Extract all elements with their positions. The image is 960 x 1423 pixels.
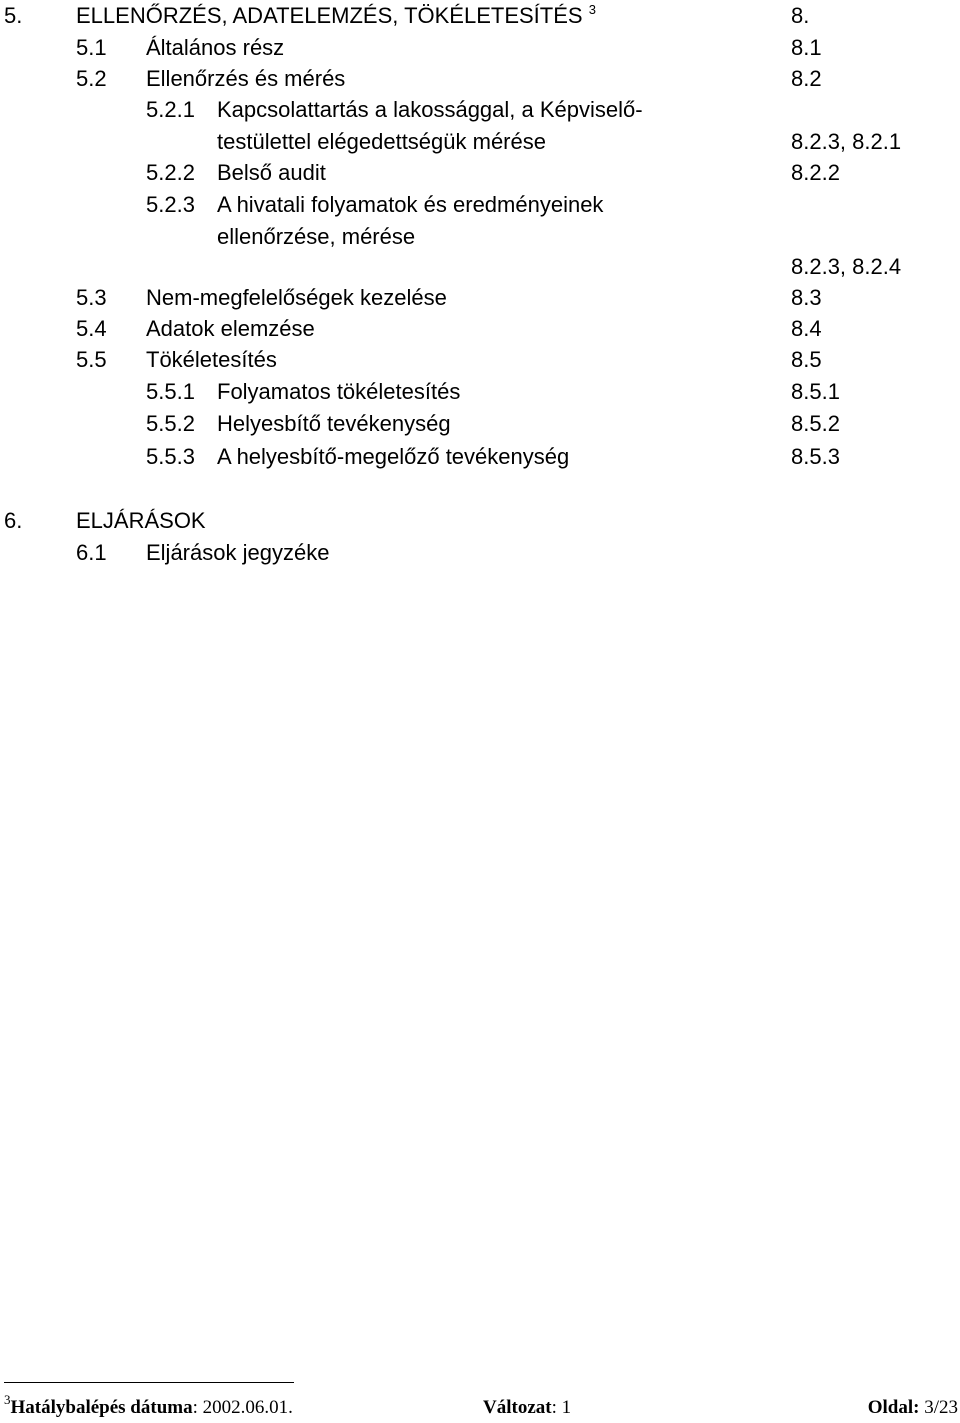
toc-num: 5.2.1 — [146, 97, 195, 122]
toc-title: ELJÁRÁSOK — [76, 508, 206, 533]
toc-num: 5.1 — [76, 35, 107, 60]
toc-num: 5.5.3 — [146, 444, 195, 469]
footer-page — [868, 1397, 958, 1419]
toc-ref: 8.2.2 — [791, 160, 840, 185]
toc-num: 5.2.2 — [146, 160, 195, 185]
toc-title: Adatok elemzése — [146, 316, 315, 341]
toc-title: Eljárások jegyzéke — [146, 540, 330, 565]
footer-version — [483, 1397, 571, 1419]
toc-title: Folyamatos tökéletesítés — [217, 379, 461, 404]
toc-ref: 8.4 — [791, 316, 822, 341]
toc-title-continued: testülettel elégedettségük mérése — [217, 129, 546, 154]
toc-ref: 8. — [791, 3, 810, 28]
toc-ref: 8.5.3 — [791, 444, 840, 469]
toc-title-continued: ellenőrzése, mérése — [217, 224, 416, 249]
toc-title: A hivatali folyamatok és eredményeinek — [217, 192, 604, 217]
toc-ref: 8.1 — [791, 35, 822, 60]
footer-effective-value: : 2002.06.01. — [192, 1397, 293, 1418]
toc-ref: 8.5 — [791, 347, 822, 372]
toc-title: Ellenőrzés és mérés — [146, 66, 346, 91]
toc-title-text: ELLENŐRZÉS, ADATELEMZÉS, TÖKÉLETESÍTÉS — [76, 3, 583, 28]
toc-ref: 8.2 — [791, 66, 822, 91]
footnote-mark: 3 — [4, 1392, 11, 1407]
toc-num: 5.4 — [76, 316, 107, 341]
toc-num: 5. — [4, 3, 23, 28]
toc-title: Tökéletesítés — [146, 347, 277, 372]
toc-ref: 8.5.1 — [791, 379, 840, 404]
toc-num: 5.5.2 — [146, 411, 195, 436]
footer-version-value: : 1 — [551, 1397, 572, 1418]
toc-num: 5.3 — [76, 285, 107, 310]
footer-page-label: Oldal: — [867, 1397, 920, 1418]
toc-ref: 8.2.3, 8.2.1 — [791, 129, 902, 154]
footer-page-value: 3/23 — [919, 1397, 958, 1418]
toc-ref: 8.5.2 — [791, 411, 840, 436]
toc-num: 5.5 — [76, 347, 107, 372]
toc-title: Nem-megfelelőségek kezelése — [146, 285, 447, 310]
toc-num: 6. — [4, 508, 23, 533]
toc-title: Általános rész — [146, 35, 285, 60]
footer-effective-date — [4, 1392, 293, 1419]
toc-title: Belső audit — [217, 160, 326, 185]
footnote-divider — [4, 1382, 294, 1383]
footer-effective-label: Hatálybalépés dátuma — [10, 1397, 193, 1418]
footnote-mark: 3 — [588, 2, 596, 17]
toc-title: Kapcsolattartás a lakossággal, a Képviselő- — [217, 97, 643, 122]
toc-ref: 8.3 — [791, 285, 822, 310]
toc-title: A helyesbítő-megelőző tevékenység — [217, 444, 570, 469]
toc-ref: 8.2.3, 8.2.4 — [791, 254, 902, 279]
toc-title — [76, 3, 596, 29]
toc-num: 5.5.1 — [146, 379, 195, 404]
footer-version-label: Változat — [483, 1397, 552, 1418]
toc-num: 6.1 — [76, 540, 107, 565]
toc-num: 5.2.3 — [146, 192, 195, 217]
toc-num: 5.2 — [76, 66, 107, 91]
toc-title: Helyesbítő tevékenység — [217, 411, 451, 436]
